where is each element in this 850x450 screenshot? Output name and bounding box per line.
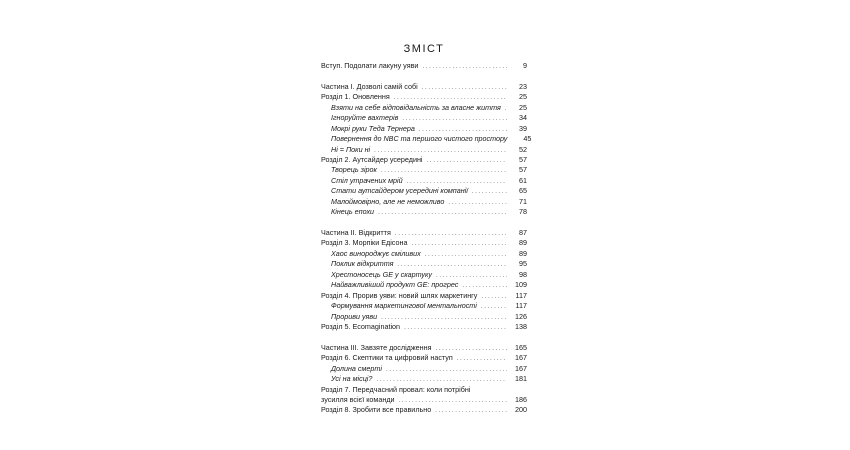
dot-leader <box>457 354 507 364</box>
toc-subentry[interactable] <box>321 134 532 144</box>
toc-entry[interactable] <box>321 238 527 248</box>
toc-entry[interactable] <box>321 322 527 332</box>
toc-subentry[interactable] <box>321 374 527 384</box>
toc-entry[interactable] <box>321 405 527 415</box>
toc-page-number: 186 <box>515 395 527 404</box>
dot-leader <box>427 156 507 166</box>
toc-entry-title: Стіл утрачених мрій <box>331 175 403 185</box>
toc-subentry[interactable] <box>321 197 527 207</box>
toc-page-number: 78 <box>519 207 527 217</box>
toc-entry-title: Ігноруйте вахтерів <box>331 113 399 123</box>
dot-leader <box>505 104 507 114</box>
toc-entry-title: Розділ 7. Передчасний провал: коли потрібні <box>321 384 471 394</box>
toc-page-number: 126 <box>515 311 527 321</box>
toc-page-number: 57 <box>519 165 527 175</box>
toc-page-number: 65 <box>519 186 527 196</box>
toc-entry-title: Творець зірок <box>331 165 377 175</box>
toc-entry-title: Хрестоносець GE у скартуку <box>331 269 432 279</box>
toc-entry-title: Частина І. Дозволі самій собі <box>321 81 418 91</box>
toc-page-number: 57 <box>519 154 527 164</box>
dot-leader <box>378 208 507 218</box>
toc-entry[interactable] <box>321 343 527 353</box>
toc-page-number: 9 <box>523 61 527 70</box>
toc-page-number: 45 <box>523 134 532 144</box>
toc-subentry[interactable] <box>321 259 527 269</box>
toc-entry-title: Розділ 3. Морпіки Едісона <box>321 238 408 248</box>
toc-entry[interactable] <box>321 291 527 301</box>
toc-entry-title: Частина III. Завзяте дослідження <box>321 342 432 352</box>
toc-subentry[interactable] <box>321 124 527 134</box>
toc-page-number: 23 <box>519 81 527 91</box>
toc-entry[interactable] <box>321 61 527 71</box>
toc-subentry[interactable] <box>321 249 527 259</box>
dot-leader <box>402 114 507 124</box>
toc-subentry[interactable] <box>321 165 527 175</box>
toc-entry-title: Кінець епохи <box>331 207 375 217</box>
dot-leader <box>435 406 507 416</box>
toc-page-number: 167 <box>515 363 527 373</box>
toc-entry-title: Долина смерті <box>331 363 383 373</box>
toc-entry-title: Ні = Поки ні <box>331 144 371 154</box>
toc-entry[interactable] <box>321 228 527 238</box>
toc-page-number: 61 <box>519 175 527 185</box>
dot-leader <box>395 229 507 239</box>
toc-entry[interactable] <box>321 385 527 395</box>
toc-subentry[interactable] <box>321 145 527 155</box>
toc-entry-title: Повернення до NBC та першого чистого простору <box>331 134 508 144</box>
toc-page-number: 25 <box>519 92 527 102</box>
dot-leader <box>448 198 507 208</box>
toc-entry-title: Стати аутсайдером усередині компанії <box>331 186 468 196</box>
toc-page-number: 181 <box>515 374 527 384</box>
toc-entry-title: Прориви уяви <box>331 311 378 321</box>
toc-entry-title: Хаос винороджує сміливих <box>331 248 421 258</box>
toc-page-number: 98 <box>519 269 527 279</box>
toc-list <box>321 61 532 416</box>
toc-page-number: 89 <box>519 238 527 248</box>
toc-page-number: 34 <box>519 113 527 123</box>
toc-entry-title: Вступ. Подолати лакуну уяви <box>321 61 419 70</box>
toc-subentry[interactable] <box>321 176 527 186</box>
toc-page-number: 95 <box>519 259 527 269</box>
table-of-contents <box>321 42 532 416</box>
toc-entry-title: зусилля всієї команди <box>321 395 395 404</box>
toc-entry-title: Мокрі руки Теда Тернера <box>331 123 415 133</box>
dot-leader <box>404 323 507 333</box>
toc-subentry[interactable] <box>321 270 527 280</box>
toc-subentry[interactable] <box>321 312 527 322</box>
toc-entry-title: Взяти на себе відповідальність за власне життя <box>331 102 501 112</box>
section-gap <box>321 218 527 228</box>
toc-subentry[interactable] <box>321 280 527 290</box>
toc-entry-title: Розділ 1. Оновлення <box>321 92 390 102</box>
dot-leader <box>481 292 507 302</box>
page-title: ЗМІСТ <box>403 43 445 55</box>
dot-leader <box>472 187 507 197</box>
toc-page-number: 39 <box>519 123 527 133</box>
toc-entry[interactable] <box>321 82 527 92</box>
toc-entry[interactable] <box>321 155 527 165</box>
toc-entry-title: Малоймовірно, але не неможливо <box>331 196 445 206</box>
toc-page-number: 167 <box>515 353 527 363</box>
toc-subentry[interactable] <box>321 207 527 217</box>
toc-entry-title: Розділ 2. Аутсайдер усередині <box>321 154 423 164</box>
toc-page-number: 87 <box>519 228 527 237</box>
toc-page-number: 117 <box>515 290 527 300</box>
toc-subentry[interactable] <box>321 186 527 196</box>
section-gap <box>321 332 527 342</box>
dot-leader <box>425 250 507 260</box>
dot-leader <box>386 365 507 375</box>
toc-entry-title: Розділ 4. Прорив уяви: новий шлях маркетингу <box>321 290 478 300</box>
toc-entry-title: Частина II. Відкриття <box>321 228 391 237</box>
toc-subentry[interactable] <box>321 301 527 311</box>
toc-entry[interactable] <box>321 395 527 405</box>
toc-subentry[interactable] <box>321 113 527 123</box>
toc-subentry[interactable] <box>321 103 527 113</box>
toc-subentry[interactable] <box>321 364 527 374</box>
toc-entry-title: Формування маркетингової ментальності <box>331 301 477 311</box>
dot-leader <box>481 302 507 312</box>
toc-page-number: 25 <box>519 102 527 112</box>
toc-entry-title: Усі на місці? <box>331 374 373 384</box>
toc-page-number: 89 <box>519 248 527 258</box>
toc-entry[interactable] <box>321 353 527 363</box>
dot-leader <box>411 239 507 249</box>
toc-page-number: 138 <box>515 321 527 331</box>
dot-leader <box>422 83 507 93</box>
toc-entry-title: Розділ 8. Зробити все правильно <box>321 405 432 415</box>
toc-page-number: 52 <box>519 144 527 154</box>
toc-page-number: 71 <box>519 196 527 206</box>
toc-page-number: 165 <box>515 342 527 352</box>
toc-page-number: 109 <box>515 280 527 290</box>
toc-page-number: 200 <box>515 405 527 415</box>
toc-entry-title: Розділ 5. Ecomagination <box>321 321 401 331</box>
dot-leader <box>422 62 507 72</box>
toc-page-number: 117 <box>515 301 527 311</box>
toc-entry-title: Розділ 6. Скептики та цифровий наступ <box>321 353 453 363</box>
toc-entry-title: Найважливіший продукт GE: прогрес <box>331 280 459 290</box>
toc-entry-title: Поклик відкриття <box>331 259 394 269</box>
section-gap <box>321 71 527 81</box>
toc-entry[interactable] <box>321 92 527 102</box>
